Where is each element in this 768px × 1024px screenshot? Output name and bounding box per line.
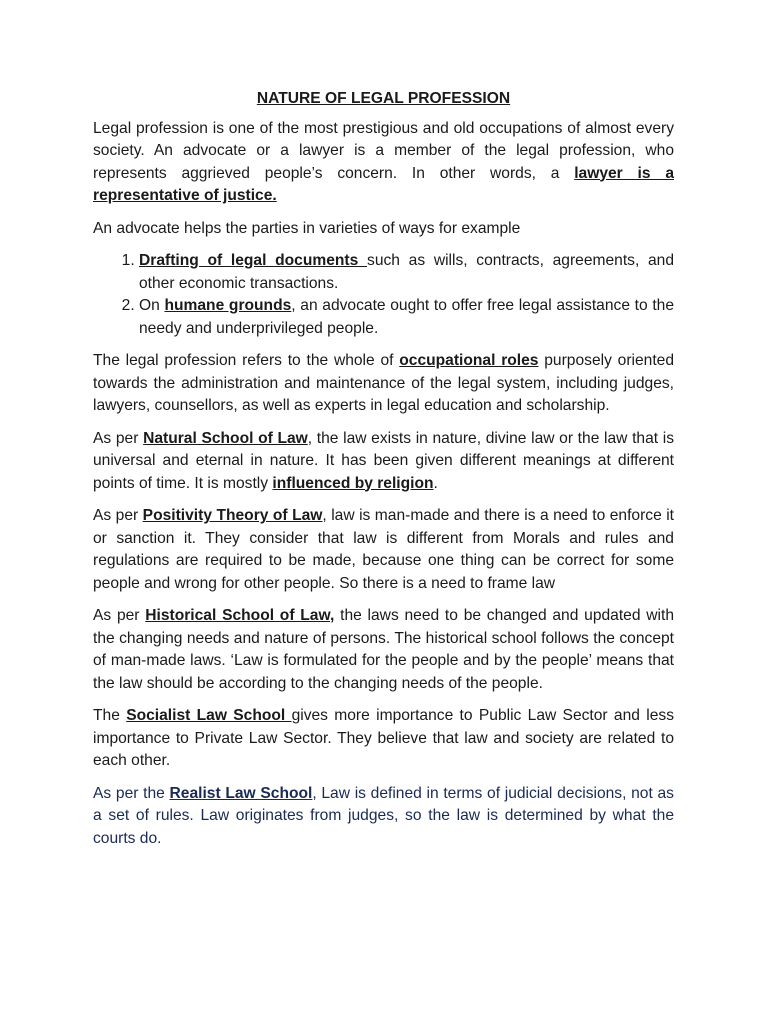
emphasis-text-2: influenced by religion <box>272 474 434 492</box>
paragraph-prefix: The <box>93 707 127 724</box>
emphasis-text: Socialist Law School <box>126 707 292 724</box>
list-item-prefix: On <box>139 297 165 314</box>
paragraph-text: the laws need to be changed and updated with the changing needs and nature of persons. The historical school follows the concept of man-made laws. ‘Law is formulated for the people and by the people’ means that the law should be according to the changing needs of the people. <box>93 607 674 692</box>
emphasis-text: occupational roles <box>399 352 539 369</box>
paragraph-intro <box>93 118 674 208</box>
numbered-list <box>93 250 674 340</box>
paragraph-historical-school <box>93 605 674 695</box>
emphasis-text: Positivity Theory of Law <box>142 507 323 524</box>
list-item-text: such as wills, contracts, agreements, and other economic transactions. <box>139 252 675 292</box>
emphasis-text: humane grounds <box>164 297 292 314</box>
paragraph-text: Legal profession is one of the most prestigious and old occupations of almost every society. An advocate or a lawyer is a member of the legal profession, who represents aggrieved people’s concern. In other words, a <box>93 119 674 182</box>
list-item <box>139 295 674 340</box>
emphasis-text: lawyer is a representative of justice. <box>93 164 674 204</box>
page-title: NATURE OF LEGAL PROFESSION <box>256 90 511 107</box>
emphasis-text: Drafting of legal documents <box>139 252 368 269</box>
emphasis-text: Realist Law School <box>169 784 313 802</box>
paragraph-prefix: As per the <box>93 784 170 802</box>
paragraph-text: purposely oriented towards the administration and maintenance of the legal system, including judges, lawyers, counsellors, as well as experts in legal education and scholarship. <box>93 352 674 414</box>
list-item <box>139 250 674 295</box>
paragraph-socialist-school <box>93 705 674 773</box>
paragraph-legal-profession <box>93 350 674 418</box>
paragraph-suffix: . <box>433 474 438 492</box>
paragraph-prefix: The legal profession refers to the whole of <box>93 352 400 369</box>
paragraph-natural-school <box>93 428 674 496</box>
paragraph-prefix: As per <box>93 507 143 524</box>
paragraph-text: , the law exists in nature, divine law or the law that is universal and eternal in nature. It has been given different meanings at different points of time. It is mostly <box>93 429 675 492</box>
list-item-text: , an advocate ought to offer free legal assistance to the needy and underprivileged people. <box>139 297 674 337</box>
paragraph-ways: An advocate helps the parties in varieties of ways for example <box>93 219 521 237</box>
paragraph-text: , Law is defined in terms of judicial decisions, not as a set of rules. Law originates from judges, so the law is determined by what the courts do. <box>93 784 674 847</box>
paragraph-text: gives more importance to Public Law Sector and less importance to Private Law Sector. They believe that law and society are related to each other. <box>93 707 674 769</box>
paragraph-prefix: As per <box>93 429 144 447</box>
paragraph-prefix: As per <box>93 607 146 624</box>
paragraph-text: , law is man-made and there is a need to enforce it or sanction it. They consider that law is different from Morals and rules and regulations are required to be made, because one thing can be correct for some people and wrong for other people. So there is a need to frame law <box>93 507 675 592</box>
paragraph-realist-school <box>93 783 674 851</box>
emphasis-text: Natural School of Law <box>143 429 308 447</box>
paragraph-positivity-theory <box>93 505 674 595</box>
emphasis-text: Historical School of Law, <box>145 607 335 624</box>
